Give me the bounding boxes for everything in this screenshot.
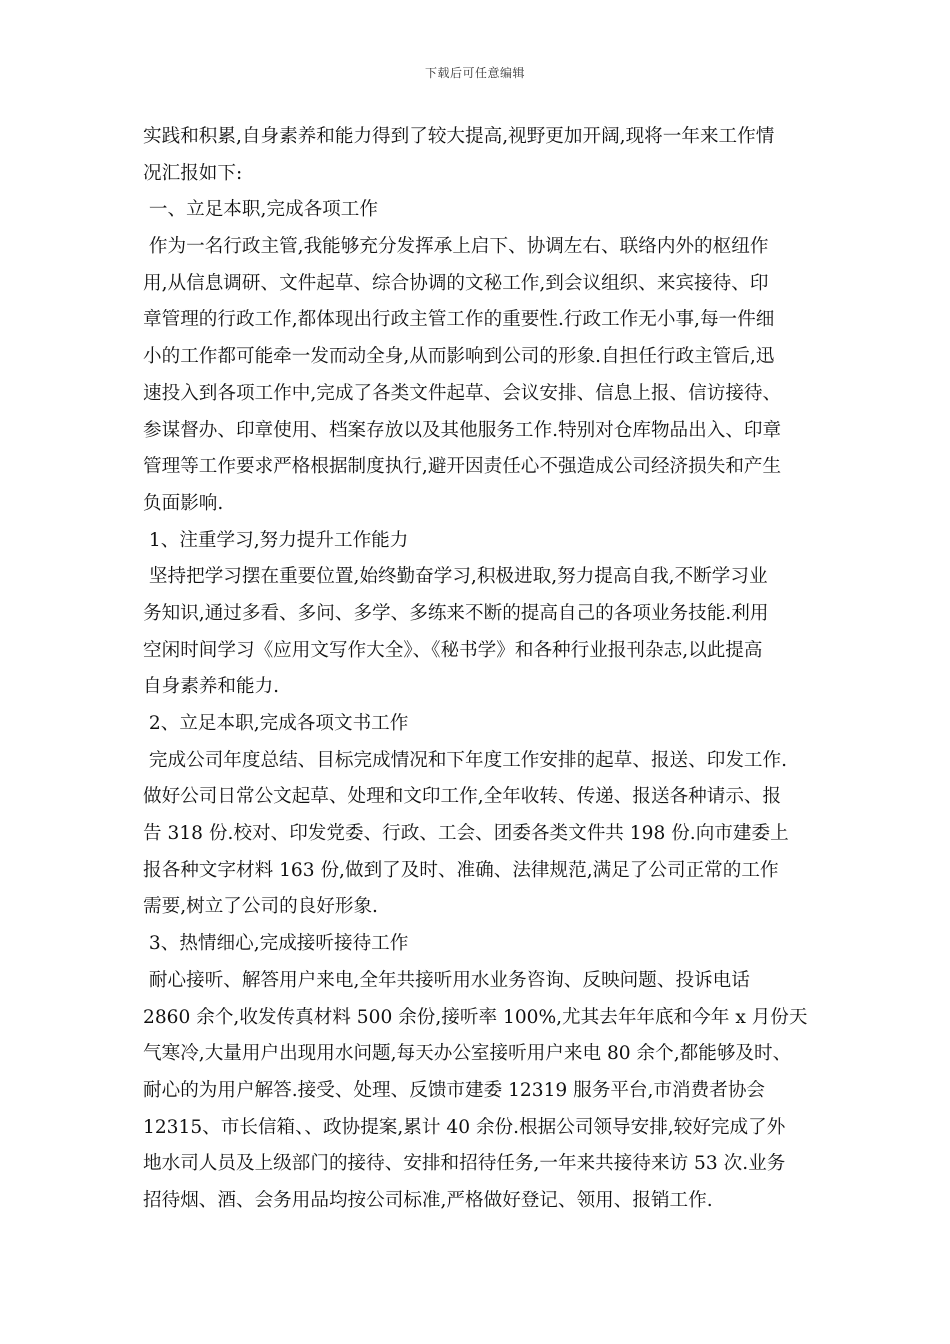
body-line: 负面影响. — [143, 492, 224, 514]
body-line: 管理等工作要求严格根据制度执行,避开因责任心不强造成公司经济损失和产生 — [143, 456, 782, 478]
body-line: 坚持把学习摆在重要位置,始终勤奋学习,积极进取,努力提高自我,不断学习业 — [143, 566, 768, 588]
body-line: 1、注重学习,努力提升工作能力 — [143, 529, 409, 551]
page-header: 下载后可任意编辑 — [424, 66, 525, 80]
body-line: 地水司人员及上级部门的接待、安排和招待任务,一年来共接待来访 53 次.业务 — [143, 1153, 786, 1175]
body-line: 2、立足本职,完成各项文书工作 — [143, 713, 409, 734]
body-line: 实践和积累,自身素养和能力得到了较大提高,视野更加开阔,现将一年来工作情 — [143, 126, 775, 147]
body-line: 自身素养和能力. — [143, 676, 280, 698]
body-line: 务知识,通过多看、多问、多学、多练来不断的提高自己的各项业务技能.利用 — [143, 602, 769, 624]
body-line: 12315、市长信箱、、政协提案,累计 40 余份.根据公司领导安排,较好完成了外 — [143, 1116, 786, 1138]
body-line: 气寒冷,大量用户出现用水问题,每天办公室接听用户来电 80 余个,都能够及时、 — [143, 1043, 792, 1065]
body-line: 2860 余个,收发传真材料 500 余份,接听率 100%,尤其去年年底和今年 x 月份天 — [143, 1006, 808, 1028]
body-line: 需要,树立了公司的良好形象. — [143, 896, 378, 918]
body-line: 告 318 份.校对、印发党委、行政、工会、团委各类文件共 198 份.向市建委上 — [143, 823, 789, 845]
body-line: 空闲时间学习《应用文写作大全》、《秘书学》和各种行业报刊杂志,以此提高 — [143, 639, 763, 661]
body-line: 耐心接听、解答用户来电,全年共接听用水业务咨询、反映问题、投诉电话 — [143, 969, 750, 991]
body-line: 一、立足本职,完成各项工作 — [143, 199, 378, 221]
body-line: 小的工作都可能牵一发而动全身,从而影响到公司的形象.自担任行政主管后,迅 — [143, 346, 775, 368]
body-line: 速投入到各项工作中,完成了各类文件起草、会议安排、信息上报、信访接待、 — [143, 382, 782, 404]
body-line: 作为一名行政主管,我能够充分发挥承上启下、协调左右、联络内外的枢纽作 — [143, 236, 769, 258]
body-line: 用,从信息调研、文件起草、综合协调的文秘工作,到会议组织、来宾接待、印 — [143, 272, 769, 294]
body-line: 完成公司年度总结、目标完成情况和下年度工作安排的起草、报送、印发工作. — [143, 749, 788, 771]
body-line: 做好公司日常公文起草、处理和文印工作,全年收转、传递、报送各种请示、报 — [143, 786, 782, 808]
body-line: 况汇报如下: — [143, 162, 243, 184]
body-line: 报各种文字材料 163 份,做到了及时、准确、法律规范,满足了公司正常的工作 — [143, 859, 779, 881]
document-body — [143, 119, 823, 1220]
body-line: 参谋督办、印章使用、档案存放以及其他服务工作.特别对仓库物品出入、印章 — [143, 419, 782, 441]
body-line: 3、热情细心,完成接听接待工作 — [143, 933, 409, 955]
body-line: 耐心的为用户解答.接受、处理、反馈市建委 12319 服务平台,市消费者协会 — [143, 1079, 766, 1101]
body-line: 招待烟、酒、会务用品均按公司标准,严格做好登记、领用、报销工作. — [143, 1189, 713, 1211]
body-line: 章管理的行政工作,都体现出行政主管工作的重要性.行政工作无小事,每一件细 — [143, 309, 775, 331]
